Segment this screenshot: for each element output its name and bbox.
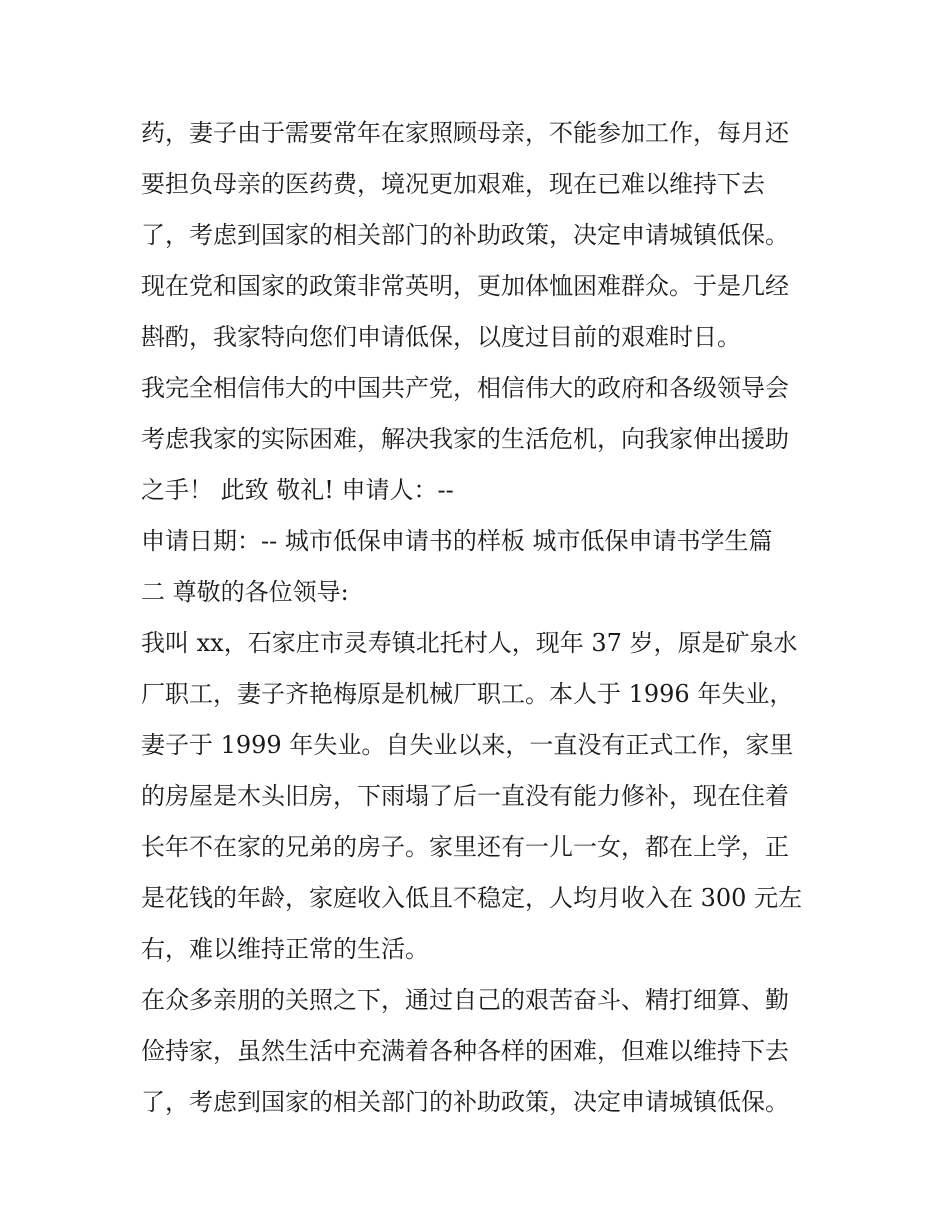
text-line-7: 考虑我家的实际困难，解决我家的生活危机，向我家伸出援助 (141, 425, 789, 453)
text-line-9: 申请日期：-- 城市低保申请书的样板 城市低保申请书学生篇 (141, 527, 773, 555)
document-body (141, 108, 821, 1128)
text-line-2: 要担负母亲的医药费，境况更加艰难，现在已难以维持下去 (141, 170, 765, 198)
text-line-4: 现在党和国家的政策非常英明，更加体恤困难群众。于是几经 (141, 272, 789, 300)
text-line-17: 右，难以维持正常的生活。 (141, 935, 429, 963)
text-line-11: 我叫 xx，石家庄市灵寿镇北托村人，现年 37 岁，原是矿泉水 (141, 629, 798, 657)
text-line-12: 厂职工，妻子齐艳梅原是机械厂职工。本人于 1996 年失业， (141, 680, 794, 708)
text-line-16: 是花钱的年龄，家庭收入低且不稳定，人均月收入在 300 元左 (141, 884, 803, 912)
text-line-10: 二 尊敬的各位领导: (141, 578, 349, 606)
text-line-15: 长年不在家的兄弟的房子。家里还有一儿一女，都在上学，正 (141, 833, 789, 861)
text-line-20: 了，考虑到国家的相关部门的补助政策，决定申请城镇低保。 (141, 1088, 789, 1116)
text-line-8: 之手！ 此致 敬礼! 申请人：-- (141, 476, 454, 504)
text-line-6: 我完全相信伟大的中国共产党，相信伟大的政府和各级领导会 (141, 374, 789, 402)
text-line-3: 了，考虑到国家的相关部门的补助政策，决定申请城镇低保。 (141, 221, 789, 249)
text-line-18: 在众多亲朋的关照之下，通过自己的艰苦奋斗、精打细算、勤 (141, 986, 789, 1014)
text-line-13: 妻子于 1999 年失业。自失业以来，一直没有正式工作，家里 (141, 731, 794, 759)
text-line-14: 的房屋是木头旧房，下雨塌了后一直没有能力修补，现在住着 (141, 782, 789, 810)
text-line-19: 俭持家，虽然生活中充满着各种各样的困难，但难以维持下去 (141, 1037, 789, 1065)
text-line-5: 斟酌，我家特向您们申请低保，以度过目前的艰难时日。 (141, 323, 741, 351)
text-line-1: 药，妻子由于需要常年在家照顾母亲，不能参加工作，每月还 (141, 119, 789, 147)
